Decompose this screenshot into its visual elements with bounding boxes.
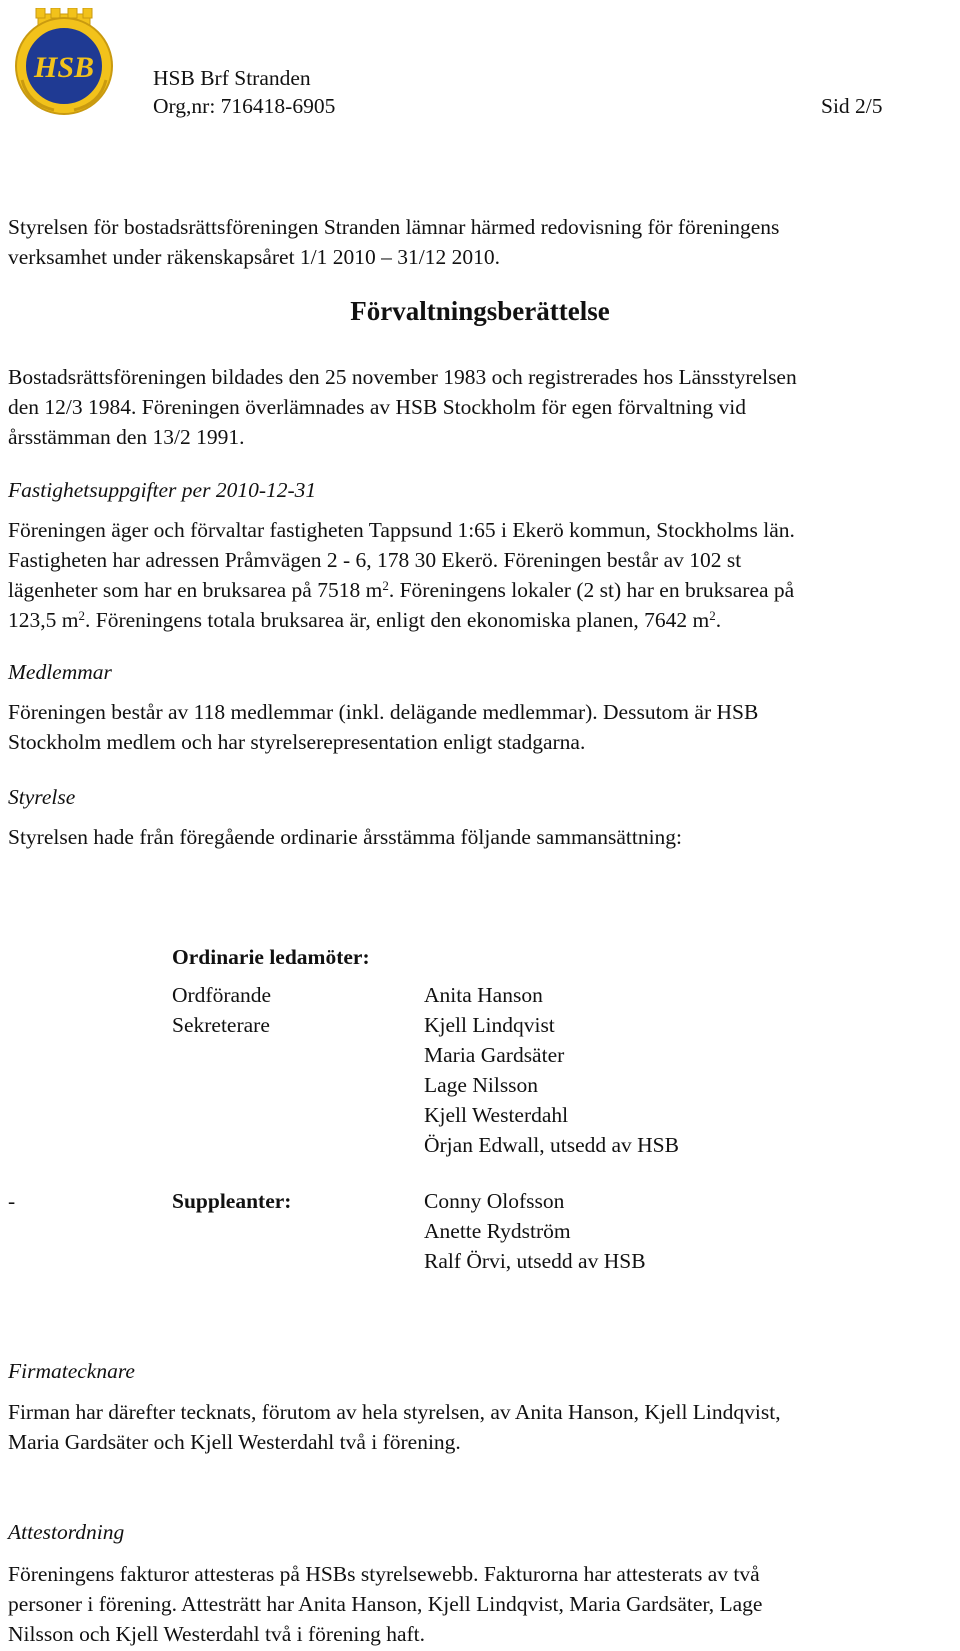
board-intro: Styrelsen hade från föregående ordinarie årsstämma följande sammansättning: <box>8 825 683 849</box>
history-line: den 12/3 1984. Föreningen överlämnades av HSB Stockholm för egen förvaltning vid <box>8 395 747 419</box>
members-line: Föreningen består av 118 medlemmar (inkl. delägande medlemmar). Dessutom är HSB <box>8 700 759 724</box>
logo-text: HSB <box>33 51 95 84</box>
signatories-paragraph <box>8 1397 958 1457</box>
org-name: HSB Brf Stranden <box>153 66 311 90</box>
history-line: Bostadsrättsföreningen bildades den 25 november 1983 och registrerades hos Länsstyrelsen <box>8 365 797 389</box>
deputy: Anette Rydström <box>424 1219 571 1243</box>
members-paragraph <box>8 697 958 757</box>
org-number: Org,nr: 716418-6905 <box>153 94 336 118</box>
history-line: årsstämman den 13/2 1991. <box>8 425 245 449</box>
property-line: lägenheter som har en bruksarea på 7518 $m^2$. Föreningens lokaler (2 st) har en bruksarea på <box>8 578 795 602</box>
role: Ordförande <box>172 983 272 1007</box>
attest-line: personer i förening. Attesträtt har Anita Hanson, Kjell Lindqvist, Maria Gardsäter, Lage <box>8 1592 763 1616</box>
board-member: Maria Gardsäter <box>424 1043 565 1067</box>
role: Sekreterare <box>172 1013 270 1037</box>
roles-list <box>172 980 271 1040</box>
page-number: Sid 2/5 <box>821 94 883 118</box>
board-member: Anita Hanson <box>424 983 543 1007</box>
list-dash: - <box>8 1189 16 1213</box>
board-heading: Styrelse <box>8 785 76 809</box>
intro-line: verksamhet under räkenskapsåret 1/1 2010 – 31/12 2010. <box>8 245 500 269</box>
board-member: Örjan Edwall, utsedd av HSB <box>424 1133 679 1157</box>
hsb-logo <box>8 8 120 118</box>
attest-line: Nilsson och Kjell Westerdahl två i förening haft. <box>8 1622 426 1646</box>
board-member: Kjell Westerdahl <box>424 1103 569 1127</box>
ordinary-heading: Ordinarie ledamöter: <box>172 945 370 969</box>
members-line: Stockholm medlem och har styrelserepresentation enligt stadgarna. <box>8 730 586 754</box>
deputies-list <box>424 1186 646 1276</box>
board-member: Lage Nilsson <box>424 1073 539 1097</box>
property-line: Föreningen äger och förvaltar fastigheten Tappsund 1:65 i Ekerö kommun, Stockholms län. <box>8 518 795 542</box>
property-line: 123,5 $m^2$. Föreningens totala bruksarea är, enligt den ekonomiska planen, 7642 $m^2$. <box>8 608 722 632</box>
members-heading: Medlemmar <box>8 660 112 684</box>
property-paragraph <box>8 515 958 635</box>
signatories-heading: Firmatecknare <box>8 1359 135 1383</box>
deputies-heading: Suppleanter: <box>172 1189 292 1213</box>
property-heading: Fastighetsuppgifter per 2010-12-31 <box>8 478 317 502</box>
property-line: Fastigheten har adressen Pråmvägen 2 - 6, 178 30 Ekerö. Föreningen består av 102 st <box>8 548 742 572</box>
intro-line: Styrelsen för bostadsrättsföreningen Stranden lämnar härmed redovisning för föreningens <box>8 215 780 239</box>
board-members-list <box>424 980 679 1160</box>
intro-paragraph <box>8 212 958 272</box>
attest-paragraph <box>8 1559 958 1649</box>
deputy: Conny Olofsson <box>424 1189 565 1213</box>
signatories-line: Maria Gardsäter och Kjell Westerdahl två i förening. <box>8 1430 461 1454</box>
history-paragraph <box>8 362 958 452</box>
attest-line: Föreningens fakturor attesteras på HSBs styrelsewebb. Fakturorna har attesterats av två <box>8 1562 760 1586</box>
signatories-line: Firman har därefter tecknats, förutom av hela styrelsen, av Anita Hanson, Kjell Lindqvist, <box>8 1400 781 1424</box>
page-title: Förvaltningsberättelse <box>350 296 610 326</box>
board-member: Kjell Lindqvist <box>424 1013 555 1037</box>
attest-heading: Attestordning <box>8 1520 125 1544</box>
deputy: Ralf Örvi, utsedd av HSB <box>424 1249 646 1273</box>
